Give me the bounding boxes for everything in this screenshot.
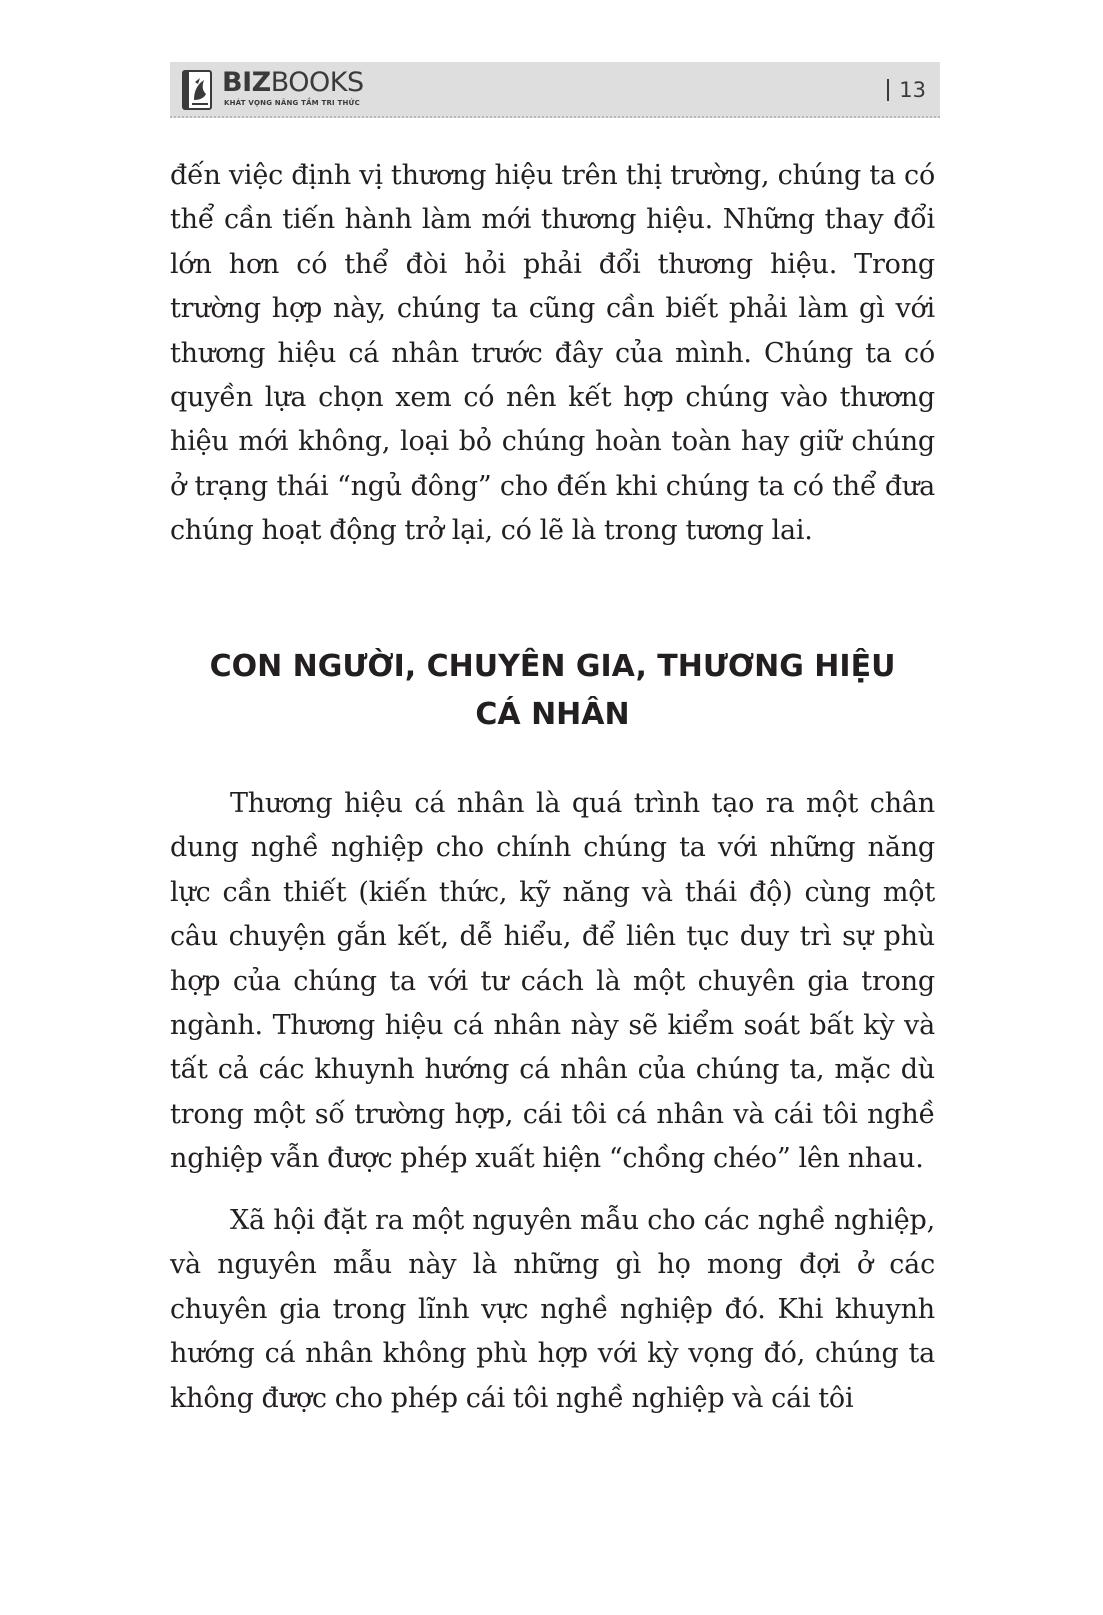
page-header	[170, 62, 940, 118]
paragraph-society-archetype: Xã hội đặt ra một nguyên mẫu cho các nghề nghiệp, và nguyên mẫu này là những gì họ mong đợi ở các chuyên gia trong lĩnh vực nghề nghiệp đó. Khi khuynh hướng cá nhân không phù hợp với kỳ vọng đó, chúng ta không được cho phép cái tôi nghề nghiệp và cái tôi	[170, 1205, 935, 1414]
paragraph-continuation: đến việc định vị thương hiệu trên thị trường, chúng ta có thể cần tiến hành làm mới thương hiệu. Những thay đổi lớn hơn có thể đòi hỏi phải đổi thương hiệu. Trong trường hợp này, chúng ta cũng cần biết phải làm gì với thương hiệu cá nhân trước đây của mình. Chúng ta có quyền lựa chọn xem có nên kết hợp chúng vào thương hiệu mới không, loại bỏ chúng hoàn toàn hay giữ chúng ở trạng thái “ngủ đông” cho đến khi chúng ta có thể đưa chúng hoạt động trở lại, có lẽ là trong tương lai.	[170, 160, 935, 547]
page-number-value: 13	[899, 78, 926, 102]
brand-name-light: BOOKS	[270, 67, 364, 98]
page-number-divider	[887, 79, 889, 101]
page-number	[887, 78, 926, 102]
section-heading-line-1: CON NGƯỜI, CHUYÊN GIA, THƯƠNG HIỆU	[209, 649, 896, 684]
section-heading-line-2: CÁ NHÂN	[475, 697, 630, 732]
section-heading	[170, 643, 935, 739]
bizbooks-logo-icon	[182, 70, 212, 110]
brand-name-bold: BIZ	[222, 67, 271, 98]
paragraph-personal-brand-definition: Thương hiệu cá nhân là quá trình tạo ra một chân dung nghề nghiệp cho chính chúng ta với những năng lực cần thiết (kiến thức, kỹ năng và thái độ) cùng một câu chuyện gắn kết, dễ hiểu, để liên tục duy trì sự phù hợp của chúng ta với tư cách là một chuyên gia trong ngành. Thương hiệu cá nhân này sẽ kiểm soát bất kỳ và tất cả các khuynh hướng cá nhân của chúng ta, mặc dù trong một số trường hợp, cái tôi cá nhân và cái tôi nghề nghiệp vẫn được phép xuất hiện “chồng chéo” lên nhau.	[170, 788, 935, 1175]
brand-tagline: KHÁT VỌNG NÂNG TẦM TRI THỨC	[224, 99, 360, 107]
brand-name	[222, 68, 364, 98]
